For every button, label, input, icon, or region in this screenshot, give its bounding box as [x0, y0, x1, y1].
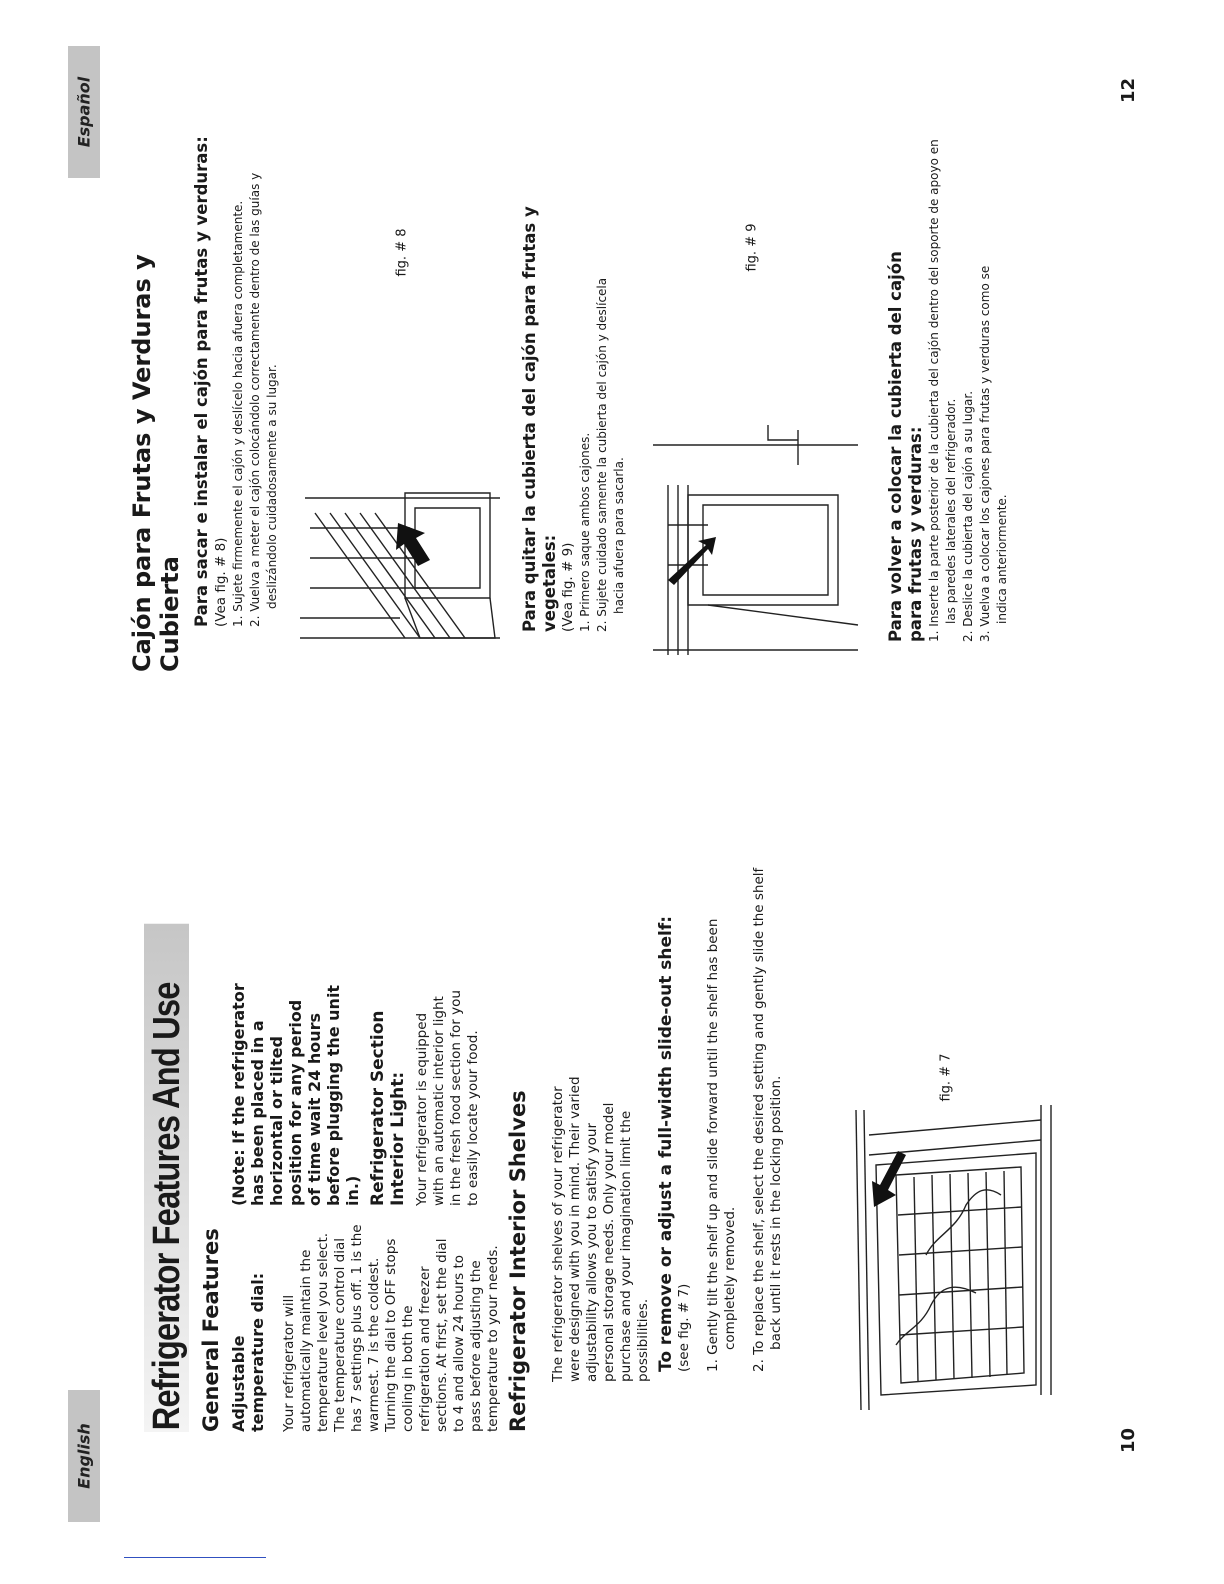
dial-body: Your refrigerator will automatically maintain the temperature level you select. The temperature control dial has 7 settings plus off. 1 is the warmest. 7 is the coldest. Turning the dial to OFF stops cooling in both the refrigeration and freezer sections. At first, set the dial to 4 and allow 24 hours to pass before adjusting the temperature to your needs.: [281, 1224, 501, 1432]
remove-step-1: 1. Gently tilt the shelf up and slide forward until the shelf has been completely removed.: [705, 918, 738, 1372]
remove-heading: To remove or adjust a full-width slide-out shelf:: [656, 915, 676, 1372]
fig-8-illustration: [300, 488, 500, 648]
light-heading: Refrigerator Section Interior Light:: [368, 1010, 408, 1206]
fig-9-illustration: [648, 425, 863, 660]
sacar-heading: Para sacar e instalar el cajón para frutas y verduras:: [192, 136, 211, 627]
remove-shelf-section: [656, 832, 785, 1372]
quitar-see: (Vea fig. # 9): [560, 542, 576, 632]
english-tab-label: English: [74, 1423, 94, 1489]
sacar-see: (Vea fig. # 8): [213, 537, 229, 627]
quitar-heading: Para quitar la cubierta del cajón para frutas y vegetales:: [520, 206, 559, 632]
sacar-block: [192, 132, 281, 672]
quitar-block: [520, 182, 628, 632]
volver-step-3: 3. Vuelva a colocar los cajones para frutas y verduras como se indica anteriormente.: [978, 265, 1009, 642]
volver-step-2: 2. Deslice la cubierta del cajón a su lugar.: [961, 390, 975, 642]
shelves-body: The refrigerator shelves of your refrigerator were designed with you in mind. Their varied adjustability allows you to satisfy your personal storage needs. Only your model purchase and your imagination limit the possibilities.: [550, 1076, 651, 1382]
general-features-heading: General Features: [199, 1228, 223, 1432]
shelves-section: [506, 1072, 652, 1432]
page-number-right: 12: [1118, 77, 1140, 104]
fig-7-illustration: [836, 1095, 1066, 1415]
espanol-tab: [68, 46, 100, 178]
dial-heading: Adjustable temperature dial:: [229, 1272, 267, 1432]
remove-see: (see fig. # 7): [676, 1283, 692, 1372]
sacar-step-1: 1. Sujete firmemente el cajón y deslícelo hacia afuera completamente.: [231, 200, 245, 627]
quitar-step-1: 1. Primero saque ambos cajones.: [578, 432, 592, 632]
volver-step-1: 1. Inserte la parte posterior de la cubierta del cajón dentro del soporte de apoyo en las paredes laterales del refrigerador.: [927, 139, 958, 642]
volver-block: [886, 132, 1011, 642]
volver-heading: Para volver a colocar la cubierta del cajón para frutas y verduras:: [886, 251, 925, 642]
english-general-section: [144, 832, 502, 1432]
bottom-rule: [124, 1557, 266, 1558]
fig-8-label: fig. # 8: [394, 228, 410, 277]
fig-9-label: fig. # 9: [744, 223, 760, 272]
dial-column: [229, 1222, 502, 1432]
spanish-title: Cajón para Frutas y Verduras y Cubierta: [128, 254, 184, 672]
light-body: Your refrigerator is equipped with an automatic interior light in the fresh food section for you to easily locate your food.: [414, 990, 481, 1206]
note-column: [229, 981, 502, 1206]
note-text: (Note: If the refrigerator has been placed in a horizontal or tilted position for any period of time wait 24 hours before plugging the unit in.): [229, 983, 362, 1206]
shelves-heading: Refrigerator Interior Shelves: [506, 1090, 530, 1432]
espanol-tab-label: Español: [74, 76, 94, 148]
english-title: Refrigerator Features And Use: [144, 924, 189, 1432]
remove-step-2: 2. To replace the shelf, select the desired setting and gently slide the shelf back until it rests in the locking position.: [751, 867, 784, 1372]
fig-7-label: fig. # 7: [938, 1053, 954, 1102]
quitar-step-2: 2. Sujete cuidado samente la cubierta del cajón y deslícela hacia afuera para sacarla.: [595, 277, 626, 632]
spanish-section: [128, 132, 281, 672]
page-number-left: 10: [1118, 1427, 1140, 1454]
english-tab: [68, 1390, 100, 1522]
sacar-step-2: 2. Vuelva a meter el cajón colocándolo correctamente dentro de las guías y deslizándolo cuidadosamente a su lugar.: [248, 172, 279, 627]
